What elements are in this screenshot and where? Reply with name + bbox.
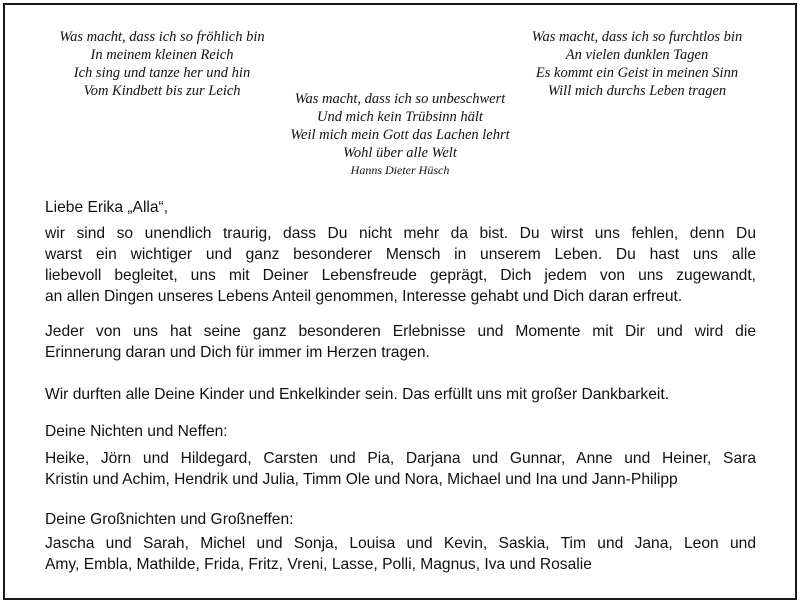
names-line: Amy, Embla, Mathilde, Frida, Fritz, Vreni, Lasse, Polli, Magnus, Iva und Rosalie bbox=[45, 556, 592, 573]
poem-stanza-right bbox=[512, 28, 762, 100]
paragraph-line: liebevoll begleitet, uns mit Deiner Lebensfreude geprägt, Dich jedem von uns zugewandt, bbox=[45, 267, 756, 284]
paragraph-line: an allen Dingen unseres Lebens Anteil genommen, Interesse gehabt und Dich daran erfreut. bbox=[45, 288, 683, 305]
poem-line: Was macht, dass ich so unbeschwert bbox=[294, 91, 506, 107]
poem-line: Was macht, dass ich so fröhlich bin bbox=[59, 29, 265, 45]
paragraph-gratitude bbox=[45, 384, 756, 405]
poem-stanza-center bbox=[275, 90, 525, 162]
poem-line: In meinem kleinen Reich bbox=[90, 47, 234, 63]
poem-line: Wohl über alle Welt bbox=[343, 145, 457, 161]
grand-heading: Deine Großnichten und Großneffen: bbox=[45, 511, 294, 528]
paragraph-line: wir sind so unendlich traurig, dass Du nicht mehr da bist. Du wirst uns fehlen, denn Du bbox=[45, 225, 756, 242]
poem-line: Will mich durchs Leben tragen bbox=[547, 83, 727, 99]
poem-stanza-left bbox=[37, 28, 287, 100]
grand-names bbox=[45, 533, 756, 575]
nieces-heading: Deine Nichten und Neffen: bbox=[45, 423, 228, 440]
paragraph-condolence bbox=[45, 223, 756, 307]
poem-line: Vom Kindbett bis zur Leich bbox=[83, 83, 241, 99]
poem-line: An vielen dunklen Tagen bbox=[565, 47, 709, 63]
paragraph-memories bbox=[45, 321, 756, 363]
poem-line: Und mich kein Trübsinn hält bbox=[317, 109, 483, 125]
poem-line: Es kommt ein Geist in meinen Sinn bbox=[535, 65, 739, 81]
nieces-names bbox=[45, 448, 756, 490]
names-line: Jascha und Sarah, Michel und Sonja, Louisa und Kevin, Saskia, Tim und Jana, Leon und bbox=[45, 535, 756, 552]
poem-line: Was macht, dass ich so furchtlos bin bbox=[531, 29, 743, 45]
poem-line: Ich sing und tanze her und hin bbox=[73, 65, 251, 81]
salutation: Liebe Erika „Alla“, bbox=[45, 199, 169, 216]
poem-author: Hanns Dieter Hüsch bbox=[350, 163, 450, 177]
names-line: Kristin und Achim, Hendrik und Julia, Timm Ole und Nora, Michael und Ina und Jann-Philipp bbox=[45, 471, 678, 488]
paragraph-line: warst ein wichtiger und ganz besonderer Mensch in unserem Leben. Du hast uns alle bbox=[45, 246, 756, 263]
poem-line: Weil mich mein Gott das Lachen lehrt bbox=[290, 127, 510, 143]
names-line: Heike, Jörn und Hildegard, Carsten und Pia, Darjana und Gunnar, Anne und Heiner, Sara bbox=[45, 450, 756, 467]
paragraph-line: Jeder von uns hat seine ganz besonderen Erlebnisse und Momente mit Dir und wird die bbox=[45, 323, 756, 340]
paragraph-line: Wir durften alle Deine Kinder und Enkelkinder sein. Das erfüllt uns mit großer Dankbarkeit. bbox=[45, 386, 670, 403]
paragraph-line: Erinnerung daran und Dich für immer im Herzen tragen. bbox=[45, 344, 430, 361]
